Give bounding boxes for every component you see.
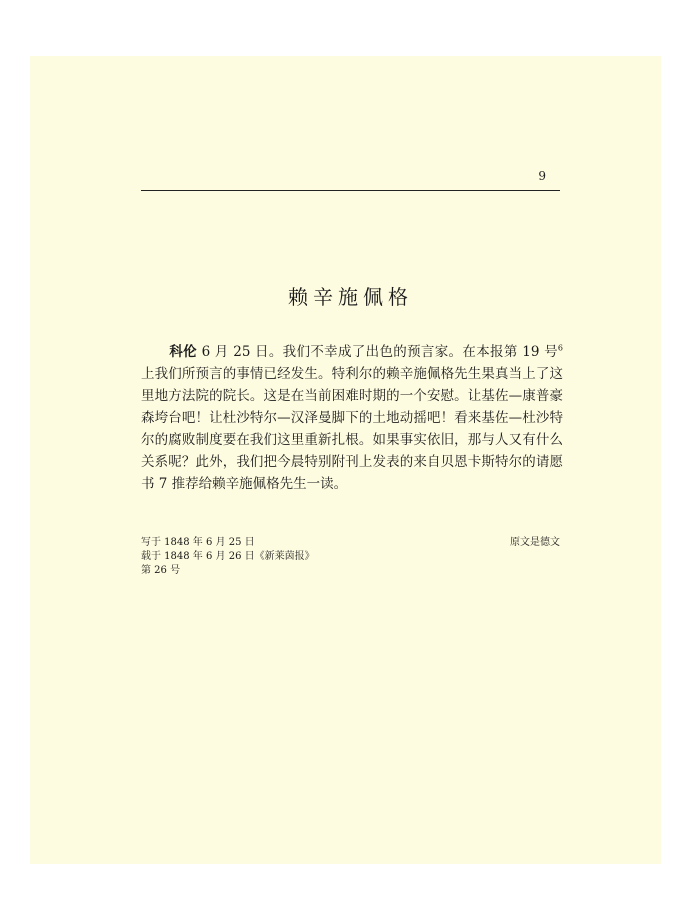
- dateline-place: 科伦: [169, 344, 197, 360]
- article-title: 赖辛施佩格: [288, 285, 413, 309]
- publication-info: [141, 536, 315, 578]
- article-text-part2: 上我们所预言的事情已经发生。特利尔的赖辛施佩格先生果真当上了这里地方法院的院长。这是在当前困难时期的一个安慰。让基佐—康普豪森垮台吧！让杜沙特尔—汉泽曼脚下的土地动摇吧！看来基佐—杜沙特尔的腐败制度要在我们这里重新扎根。如果事实依旧，那与人又有什么关系呢？此外，我们把今晨特别附刊上发表的来自贝恩卡斯特尔的请愿书 7 推荐给赖辛施佩格先生一读。: [141, 366, 563, 492]
- book-page: [30, 56, 661, 864]
- original-language-note: 原文是德文: [510, 537, 560, 548]
- written-date: 写于 1848 年 6 月 25 日: [141, 537, 255, 548]
- published-in: 载于 1848 年 6 月 26 日《新莱茵报》: [141, 551, 315, 562]
- article-body: [141, 341, 563, 495]
- article-text-part1: 6 月 25 日。我们不幸成了出色的预言家。在本报第 19 号: [196, 344, 558, 360]
- page-header: [141, 164, 560, 191]
- page-number: 9: [538, 169, 546, 183]
- issue-number: 第 26 号: [141, 565, 181, 576]
- footnote-reference[interactable]: 6: [557, 343, 564, 353]
